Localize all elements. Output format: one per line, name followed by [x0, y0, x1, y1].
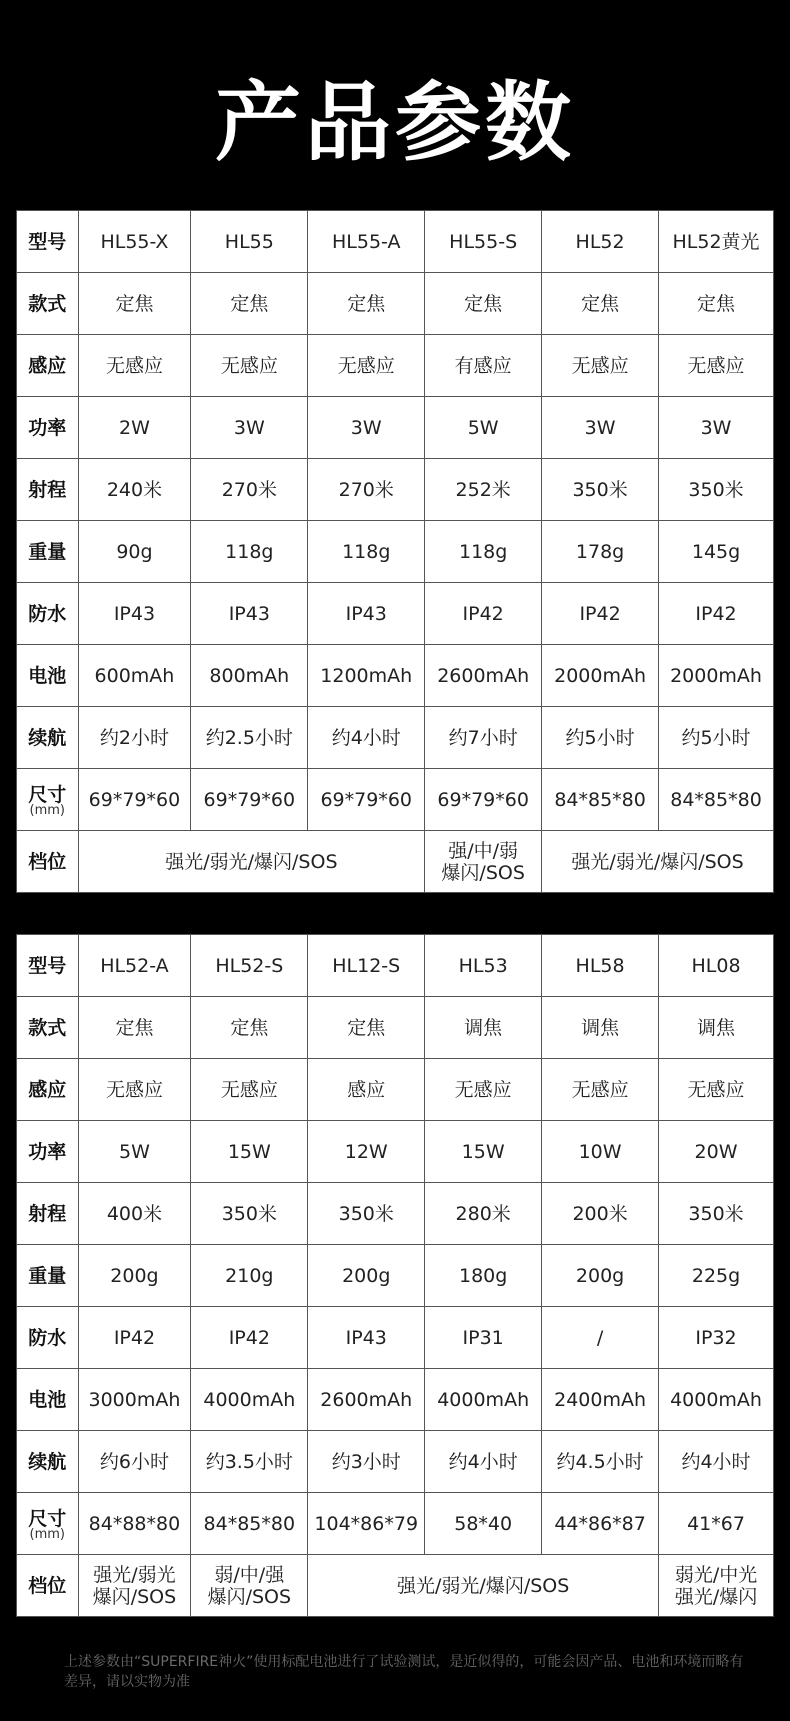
spec-cell: 约7小时	[425, 707, 542, 769]
row-label	[17, 335, 79, 397]
spec-cell: 约5小时	[542, 707, 659, 769]
row-label	[17, 707, 79, 769]
row-label	[17, 1555, 79, 1617]
spec-cell: 69*79*60	[78, 769, 191, 831]
spec-cell: 强光/弱光/爆闪/SOS	[542, 831, 774, 893]
row-label	[17, 1369, 79, 1431]
spec-cell: 感应	[308, 1059, 425, 1121]
spec-cell: IP32	[659, 1307, 774, 1369]
row-label	[17, 397, 79, 459]
spec-cell: 5W	[425, 397, 542, 459]
spec-cell: 无感应	[191, 335, 308, 397]
spec-cell: 定焦	[659, 273, 774, 335]
row-label	[17, 831, 79, 893]
spec-cell: 20W	[659, 1121, 774, 1183]
spec-row	[17, 1493, 774, 1555]
row-label-text: 功率	[28, 1140, 67, 1163]
row-label-text: 档位	[28, 850, 67, 873]
spec-cell: /	[542, 1307, 659, 1369]
spec-cell: 3000mAh	[78, 1369, 191, 1431]
spec-cell: IP43	[78, 583, 191, 645]
spec-cell: 84*85*80	[659, 769, 774, 831]
spec-cell: 定焦	[191, 997, 308, 1059]
spec-cell: 无感应	[659, 335, 774, 397]
spec-cell: 定焦	[308, 997, 425, 1059]
spec-row	[17, 1183, 774, 1245]
spec-cell: 44*86*87	[542, 1493, 659, 1555]
spec-cell: 200g	[78, 1245, 191, 1307]
spec-cell: 270米	[191, 459, 308, 521]
spec-cell: 强/中/弱 爆闪/SOS	[425, 831, 542, 893]
spec-cell: 定焦	[542, 273, 659, 335]
spec-row	[17, 335, 774, 397]
spec-row	[17, 1121, 774, 1183]
row-label	[17, 645, 79, 707]
spec-cell: HL12-S	[308, 935, 425, 997]
row-label	[17, 273, 79, 335]
spec-cell: 200米	[542, 1183, 659, 1245]
row-label	[17, 1493, 79, 1555]
spec-cell: 定焦	[78, 997, 191, 1059]
spec-cell: 2400mAh	[542, 1369, 659, 1431]
spec-cell: 400米	[78, 1183, 191, 1245]
row-label	[17, 1431, 79, 1493]
spec-cell: IP42	[425, 583, 542, 645]
spec-cell: 3W	[308, 397, 425, 459]
spec-cell: 有感应	[425, 335, 542, 397]
spec-cell: 无感应	[542, 335, 659, 397]
spec-cell: 弱光/中光 强光/爆闪	[659, 1555, 774, 1617]
row-label	[17, 459, 79, 521]
spec-table-2	[16, 934, 774, 1617]
spec-cell: 无感应	[191, 1059, 308, 1121]
spec-cell: 定焦	[78, 273, 191, 335]
spec-cell: 无感应	[308, 335, 425, 397]
spec-row	[17, 1307, 774, 1369]
spec-cell: 强光/弱光/爆闪/SOS	[308, 1555, 659, 1617]
spec-cell: 调焦	[659, 997, 774, 1059]
spec-cell: 3W	[542, 397, 659, 459]
spec-cell: 4000mAh	[191, 1369, 308, 1431]
row-label-text: 防水	[28, 602, 67, 625]
spec-cell: HL53	[425, 935, 542, 997]
spec-cell: 2W	[78, 397, 191, 459]
spec-cell: 200g	[542, 1245, 659, 1307]
spec-cell: 无感应	[78, 1059, 191, 1121]
spec-cell: HL58	[542, 935, 659, 997]
spec-cell: 2600mAh	[425, 645, 542, 707]
spec-row	[17, 459, 774, 521]
spec-row	[17, 1059, 774, 1121]
row-label-text: 续航	[28, 1450, 67, 1473]
spec-cell: HL55-X	[78, 211, 191, 273]
spec-cell: HL52-A	[78, 935, 191, 997]
spec-cell: 800mAh	[191, 645, 308, 707]
spec-cell: 210g	[191, 1245, 308, 1307]
row-label	[17, 769, 79, 831]
spec-cell: 225g	[659, 1245, 774, 1307]
spec-cell: 69*79*60	[308, 769, 425, 831]
spec-cell: IP43	[308, 1307, 425, 1369]
spec-cell: 84*88*80	[78, 1493, 191, 1555]
spec-cell: 600mAh	[78, 645, 191, 707]
spec-cell: 350米	[191, 1183, 308, 1245]
spec-cell: 240米	[78, 459, 191, 521]
row-label-text: 重量	[28, 1264, 67, 1287]
spec-cell: 无感应	[78, 335, 191, 397]
row-label-text: 尺寸	[28, 783, 67, 806]
spec-cell: 84*85*80	[191, 1493, 308, 1555]
row-label-text: 电池	[28, 1388, 67, 1411]
row-label-text: 款式	[28, 1016, 67, 1039]
spec-row	[17, 1555, 774, 1617]
row-label-text: 型号	[28, 954, 67, 977]
spec-cell: 270米	[308, 459, 425, 521]
spec-cell: IP42	[191, 1307, 308, 1369]
spec-row	[17, 645, 774, 707]
row-label	[17, 997, 79, 1059]
spec-row	[17, 211, 774, 273]
page-title: 产品参数	[215, 73, 575, 173]
spec-cell: 弱/中/强 爆闪/SOS	[191, 1555, 308, 1617]
row-label-text: 档位	[28, 1574, 67, 1597]
spec-cell: 约2小时	[78, 707, 191, 769]
spec-cell: 1200mAh	[308, 645, 425, 707]
spec-cell: 定焦	[308, 273, 425, 335]
spec-cell: 2600mAh	[308, 1369, 425, 1431]
spec-cell: 118g	[191, 521, 308, 583]
spec-cell: 104*86*79	[308, 1493, 425, 1555]
spec-cell: 10W	[542, 1121, 659, 1183]
spec-cell: 15W	[191, 1121, 308, 1183]
spec-cell: 无感应	[425, 1059, 542, 1121]
spec-cell: 58*40	[425, 1493, 542, 1555]
footnote: 上述参数由“SUPERFIRE神火”使用标配电池进行了试验测试，是近似得的，可能会因产品、电池和环境而略有差异，请以实物为准	[64, 1654, 744, 1690]
row-label	[17, 1121, 79, 1183]
spec-cell: 4000mAh	[659, 1369, 774, 1431]
spec-cell: 3W	[191, 397, 308, 459]
row-label-text: 感应	[28, 354, 67, 377]
spec-cell: 145g	[659, 521, 774, 583]
spec-cell: IP43	[191, 583, 308, 645]
spec-cell: IP31	[425, 1307, 542, 1369]
row-label	[17, 211, 79, 273]
spec-cell: 41*67	[659, 1493, 774, 1555]
row-label-text: 射程	[28, 478, 67, 501]
spec-row	[17, 1245, 774, 1307]
row-label-text: 电池	[28, 664, 67, 687]
spec-cell: 69*79*60	[425, 769, 542, 831]
spec-cell: 强光/弱光/爆闪/SOS	[78, 831, 425, 893]
spec-cell: 定焦	[191, 273, 308, 335]
spec-row	[17, 997, 774, 1059]
spec-cell: 约4.5小时	[542, 1431, 659, 1493]
spec-cell: 约5小时	[659, 707, 774, 769]
row-label	[17, 1183, 79, 1245]
spec-cell: 2000mAh	[659, 645, 774, 707]
row-label	[17, 1307, 79, 1369]
row-label-text: 防水	[28, 1326, 67, 1349]
spec-row	[17, 273, 774, 335]
spec-cell: HL08	[659, 935, 774, 997]
spec-cell: 约6小时	[78, 1431, 191, 1493]
spec-cell: 350米	[308, 1183, 425, 1245]
spec-cell: 69*79*60	[191, 769, 308, 831]
row-label-text: 型号	[28, 230, 67, 253]
spec-cell: 约3小时	[308, 1431, 425, 1493]
spec-cell: 4000mAh	[425, 1369, 542, 1431]
spec-row	[17, 831, 774, 893]
spec-cell: 12W	[308, 1121, 425, 1183]
spec-cell: HL55-A	[308, 211, 425, 273]
spec-cell: 调焦	[425, 997, 542, 1059]
spec-cell: 200g	[308, 1245, 425, 1307]
spec-cell: 约2.5小时	[191, 707, 308, 769]
spec-cell: 180g	[425, 1245, 542, 1307]
row-label-text: 尺寸	[28, 1507, 67, 1530]
spec-row	[17, 1369, 774, 1431]
spec-row	[17, 397, 774, 459]
spec-row	[17, 707, 774, 769]
row-label-text: 续航	[28, 726, 67, 749]
spec-cell: 118g	[308, 521, 425, 583]
spec-cell: 15W	[425, 1121, 542, 1183]
spec-cell: 约4小时	[425, 1431, 542, 1493]
row-label	[17, 935, 79, 997]
spec-cell: 118g	[425, 521, 542, 583]
spec-table-1	[16, 210, 774, 893]
spec-cell: 84*85*80	[542, 769, 659, 831]
spec-row	[17, 583, 774, 645]
spec-cell: 350米	[542, 459, 659, 521]
row-label-text: 感应	[28, 1078, 67, 1101]
row-label	[17, 1059, 79, 1121]
spec-cell: 178g	[542, 521, 659, 583]
spec-cell: 约4小时	[308, 707, 425, 769]
spec-cell: 约4小时	[659, 1431, 774, 1493]
spec-cell: 调焦	[542, 997, 659, 1059]
spec-cell: 强光/弱光 爆闪/SOS	[78, 1555, 191, 1617]
row-label-text: 款式	[28, 292, 67, 315]
spec-cell: HL52-S	[191, 935, 308, 997]
spec-cell: IP42	[659, 583, 774, 645]
spec-cell: HL55	[191, 211, 308, 273]
spec-cell: 约3.5小时	[191, 1431, 308, 1493]
spec-cell: 280米	[425, 1183, 542, 1245]
spec-cell: 3W	[659, 397, 774, 459]
spec-cell: 定焦	[425, 273, 542, 335]
spec-cell: 无感应	[659, 1059, 774, 1121]
row-label-text: 功率	[28, 416, 67, 439]
spec-cell: 90g	[78, 521, 191, 583]
spec-cell: IP42	[78, 1307, 191, 1369]
row-label-unit: (mm)	[29, 802, 65, 818]
spec-cell: 2000mAh	[542, 645, 659, 707]
row-label	[17, 1245, 79, 1307]
spec-cell: 350米	[659, 1183, 774, 1245]
spec-cell: 5W	[78, 1121, 191, 1183]
row-label	[17, 521, 79, 583]
spec-cell: IP42	[542, 583, 659, 645]
row-label-text: 重量	[28, 540, 67, 563]
spec-cell: HL55-S	[425, 211, 542, 273]
spec-cell: IP43	[308, 583, 425, 645]
spec-row	[17, 769, 774, 831]
spec-cell: HL52	[542, 211, 659, 273]
spec-cell: 252米	[425, 459, 542, 521]
row-label-text: 射程	[28, 1202, 67, 1225]
row-label-unit: (mm)	[29, 1526, 65, 1542]
spec-cell: 350米	[659, 459, 774, 521]
spec-row	[17, 935, 774, 997]
spec-cell: 无感应	[542, 1059, 659, 1121]
spec-cell: HL52黄光	[659, 211, 774, 273]
spec-row	[17, 521, 774, 583]
row-label	[17, 583, 79, 645]
spec-row	[17, 1431, 774, 1493]
